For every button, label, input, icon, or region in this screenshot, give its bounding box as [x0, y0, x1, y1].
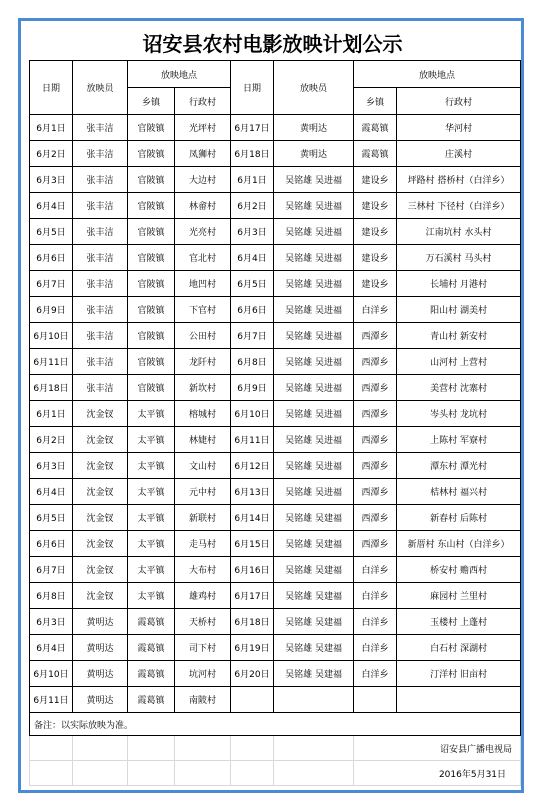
cell-village-right	[397, 687, 521, 713]
table-row	[30, 401, 521, 427]
cell-date-right: 6月16日	[231, 557, 274, 583]
cell-date-left: 6月10日	[30, 661, 73, 687]
cell-projectionist-right: 吴铭雄 吴进福	[274, 167, 354, 193]
cell-township-right: 白洋乡	[354, 297, 397, 323]
cell-village-left: 公田村	[175, 323, 231, 349]
table-row	[30, 531, 521, 557]
table-row	[30, 323, 521, 349]
table-row	[30, 427, 521, 453]
table-row	[30, 193, 521, 219]
cell-date-right: 6月9日	[231, 375, 274, 401]
cell-township-left: 霞葛镇	[128, 609, 175, 635]
cell-projectionist-right: 吴铭雄 吴进福	[274, 297, 354, 323]
cell-date-left: 6月4日	[30, 193, 73, 219]
table-row	[30, 635, 521, 661]
cell-village-left: 司下村	[175, 635, 231, 661]
cell-date-left: 6月4日	[30, 635, 73, 661]
cell-township-left: 官陂镇	[128, 375, 175, 401]
cell-projectionist-right: 吴铭雄 吴进福	[274, 453, 354, 479]
cell-village-left: 走马村	[175, 531, 231, 557]
header-projectionist-left: 放映员	[73, 61, 128, 115]
cell-village-left: 大边村	[175, 167, 231, 193]
cell-township-right: 白洋乡	[354, 661, 397, 687]
page-title: 诏安县农村电影放映计划公示	[142, 32, 403, 56]
cell-village-left: 新坎村	[175, 375, 231, 401]
cell-projectionist-left: 沈金钗	[73, 505, 128, 531]
cell-township-left: 霞葛镇	[128, 661, 175, 687]
header-village-left: 行政村	[175, 88, 231, 115]
cell-township-right: 建设乡	[354, 219, 397, 245]
cell-village-right: 潭东村 潭光村	[397, 453, 521, 479]
header-village-right: 行政村	[397, 88, 521, 115]
cell-township-right: 西潭乡	[354, 349, 397, 375]
cell-township-right: 建设乡	[354, 271, 397, 297]
empty-cell	[231, 736, 274, 761]
cell-village-right: 岑头村 龙坑村	[397, 401, 521, 427]
cell-township-left: 官陂镇	[128, 219, 175, 245]
cell-projectionist-right: 吴铭雄 吴进福	[274, 245, 354, 271]
cell-village-right: 白石村 深湖村	[397, 635, 521, 661]
schedule-table	[29, 60, 521, 786]
cell-date-right: 6月19日	[231, 635, 274, 661]
cell-township-left: 官陂镇	[128, 271, 175, 297]
cell-date-left: 6月18日	[30, 375, 73, 401]
cell-village-left: 元中村	[175, 479, 231, 505]
cell-township-right: 建设乡	[354, 245, 397, 271]
cell-village-left: 林畲村	[175, 193, 231, 219]
cell-date-right: 6月10日	[231, 401, 274, 427]
cell-projectionist-right: 吴铭雄 吴建福	[274, 661, 354, 687]
cell-projectionist-left: 张丰洁	[73, 271, 128, 297]
cell-township-left: 太平镇	[128, 531, 175, 557]
cell-village-right: 汀洋村 旧亩村	[397, 661, 521, 687]
cell-date-left: 6月7日	[30, 557, 73, 583]
cell-village-right: 三林村 下径村（白洋乡）	[397, 193, 521, 219]
cell-projectionist-left: 黄明达	[73, 609, 128, 635]
cell-village-left: 林婕村	[175, 427, 231, 453]
cell-township-right: 建设乡	[354, 167, 397, 193]
cell-township-right	[354, 687, 397, 713]
table-row	[30, 687, 521, 713]
cell-projectionist-right: 吴铭雄 吴进福	[274, 193, 354, 219]
cell-projectionist-right	[274, 687, 354, 713]
cell-projectionist-left: 张丰洁	[73, 167, 128, 193]
cell-township-right: 白洋乡	[354, 557, 397, 583]
cell-township-right: 白洋乡	[354, 583, 397, 609]
cell-village-left: 大布村	[175, 557, 231, 583]
cell-village-right: 新春村 后陈村	[397, 505, 521, 531]
cell-projectionist-left: 黄明达	[73, 661, 128, 687]
cell-township-right: 西潭乡	[354, 531, 397, 557]
cell-projectionist-left: 沈金钗	[73, 557, 128, 583]
cell-village-left: 榕城村	[175, 401, 231, 427]
table-row	[30, 245, 521, 271]
cell-village-left: 南陂村	[175, 687, 231, 713]
cell-projectionist-left: 沈金钗	[73, 479, 128, 505]
cell-village-right: 美营村 沈寨村	[397, 375, 521, 401]
cell-village-left: 龙阡村	[175, 349, 231, 375]
table-row	[30, 661, 521, 687]
cell-date-right: 6月2日	[231, 193, 274, 219]
cell-village-right: 庄溪村	[397, 141, 521, 167]
cell-projectionist-left: 张丰洁	[73, 323, 128, 349]
cell-date-left: 6月3日	[30, 453, 73, 479]
cell-township-left: 太平镇	[128, 479, 175, 505]
cell-date-right: 6月17日	[231, 115, 274, 141]
cell-township-left: 霞葛镇	[128, 635, 175, 661]
cell-projectionist-left: 张丰洁	[73, 115, 128, 141]
cell-village-right: 江南坑村 水头村	[397, 219, 521, 245]
empty-cell	[128, 736, 175, 761]
cell-township-left: 官陂镇	[128, 349, 175, 375]
cell-township-right: 西潭乡	[354, 375, 397, 401]
cell-village-left: 天桥村	[175, 609, 231, 635]
cell-date-left: 6月9日	[30, 297, 73, 323]
cell-projectionist-right: 吴铭雄 吴建福	[274, 557, 354, 583]
issue-date: 2016年5月31日	[354, 761, 521, 786]
cell-township-left: 官陂镇	[128, 115, 175, 141]
header-township-right: 乡镇	[354, 88, 397, 115]
cell-projectionist-left: 张丰洁	[73, 193, 128, 219]
table-row	[30, 583, 521, 609]
table-row	[30, 219, 521, 245]
cell-village-left: 下官村	[175, 297, 231, 323]
cell-village-right: 华河村	[397, 115, 521, 141]
cell-village-right: 阳山村 湖美村	[397, 297, 521, 323]
cell-projectionist-left: 张丰洁	[73, 349, 128, 375]
table-row	[30, 557, 521, 583]
cell-projectionist-left: 沈金钗	[73, 401, 128, 427]
cell-township-left: 太平镇	[128, 505, 175, 531]
cell-date-left: 6月4日	[30, 479, 73, 505]
note-row	[30, 713, 521, 736]
cell-date-left: 6月1日	[30, 401, 73, 427]
table-row	[30, 479, 521, 505]
cell-date-left: 6月1日	[30, 115, 73, 141]
table-row	[30, 167, 521, 193]
cell-date-right: 6月3日	[231, 219, 274, 245]
cell-township-right: 西潭乡	[354, 323, 397, 349]
cell-projectionist-right: 吴铭雄 吴建福	[274, 635, 354, 661]
cell-village-left: 雄鸡村	[175, 583, 231, 609]
note-text: 备注：以实际放映为准。	[30, 713, 521, 736]
cell-township-right: 霞葛镇	[354, 141, 397, 167]
cell-village-left: 地凹村	[175, 271, 231, 297]
cell-date-right: 6月11日	[231, 427, 274, 453]
cell-village-right: 万石溪村 马头村	[397, 245, 521, 271]
cell-village-left: 光亮村	[175, 219, 231, 245]
cell-projectionist-right: 吴铭雄 吴建福	[274, 609, 354, 635]
cell-projectionist-left: 张丰洁	[73, 219, 128, 245]
cell-projectionist-left: 沈金钗	[73, 583, 128, 609]
cell-township-right: 霞葛镇	[354, 115, 397, 141]
cell-township-left: 霞葛镇	[128, 687, 175, 713]
cell-projectionist-left: 沈金钗	[73, 427, 128, 453]
cell-township-left: 太平镇	[128, 583, 175, 609]
cell-village-left: 新联村	[175, 505, 231, 531]
cell-projectionist-left: 黄明达	[73, 635, 128, 661]
cell-township-left: 太平镇	[128, 557, 175, 583]
cell-date-right: 6月12日	[231, 453, 274, 479]
cell-village-left: 凤狮村	[175, 141, 231, 167]
cell-township-left: 太平镇	[128, 453, 175, 479]
cell-date-left: 6月7日	[30, 271, 73, 297]
table-row	[30, 453, 521, 479]
cell-date-left: 6月5日	[30, 505, 73, 531]
cell-date-left: 6月6日	[30, 245, 73, 271]
cell-village-right: 麻园村 兰里村	[397, 583, 521, 609]
cell-projectionist-right: 吴铭雄 吴进福	[274, 323, 354, 349]
cell-township-right: 建设乡	[354, 193, 397, 219]
cell-projectionist-right: 吴铭雄 吴进福	[274, 401, 354, 427]
cell-projectionist-left: 张丰洁	[73, 375, 128, 401]
cell-date-left: 6月3日	[30, 609, 73, 635]
cell-township-left: 官陂镇	[128, 141, 175, 167]
cell-date-left: 6月11日	[30, 349, 73, 375]
cell-projectionist-right: 吴铭雄 吴进福	[274, 271, 354, 297]
empty-cell	[274, 736, 354, 761]
cell-projectionist-left: 张丰洁	[73, 245, 128, 271]
cell-date-left: 6月11日	[30, 687, 73, 713]
cell-village-right: 山河村 上营村	[397, 349, 521, 375]
cell-date-right: 6月20日	[231, 661, 274, 687]
cell-township-left: 官陂镇	[128, 323, 175, 349]
cell-date-left: 6月5日	[30, 219, 73, 245]
cell-date-right: 6月14日	[231, 505, 274, 531]
cell-projectionist-left: 张丰洁	[73, 297, 128, 323]
cell-date-right: 6月13日	[231, 479, 274, 505]
cell-date-left: 6月8日	[30, 583, 73, 609]
cell-township-right: 西潭乡	[354, 453, 397, 479]
cell-date-left: 6月10日	[30, 323, 73, 349]
org-row	[30, 736, 521, 761]
cell-village-left: 光坪村	[175, 115, 231, 141]
cell-village-left: 官北村	[175, 245, 231, 271]
cell-date-right: 6月17日	[231, 583, 274, 609]
cell-village-right: 青山村 新安村	[397, 323, 521, 349]
empty-cell	[175, 761, 231, 786]
cell-date-left: 6月2日	[30, 427, 73, 453]
cell-village-left: 坑河村	[175, 661, 231, 687]
cell-township-left: 太平镇	[128, 401, 175, 427]
cell-projectionist-right: 黄明达	[274, 141, 354, 167]
cell-township-left: 太平镇	[128, 427, 175, 453]
header-township-left: 乡镇	[128, 88, 175, 115]
cell-projectionist-right: 吴铭雄 吴进福	[274, 479, 354, 505]
header-projectionist-right: 放映员	[274, 61, 354, 115]
cell-date-right: 6月18日	[231, 141, 274, 167]
cell-village-right: 坪路村 搭桥村（白洋乡）	[397, 167, 521, 193]
cell-township-left: 官陂镇	[128, 245, 175, 271]
cell-date-left: 6月6日	[30, 531, 73, 557]
cell-township-left: 官陂镇	[128, 297, 175, 323]
cell-projectionist-right: 吴铭雄 吴进福	[274, 219, 354, 245]
cell-date-right: 6月15日	[231, 531, 274, 557]
table-row	[30, 609, 521, 635]
empty-cell	[274, 761, 354, 786]
empty-cell	[30, 736, 73, 761]
table-row	[30, 375, 521, 401]
cell-date-right: 6月18日	[231, 609, 274, 635]
cell-township-left: 官陂镇	[128, 193, 175, 219]
cell-projectionist-right: 吴铭雄 吴进福	[274, 349, 354, 375]
cell-projectionist-right: 吴铭雄 吴建福	[274, 531, 354, 557]
cell-projectionist-right: 吴铭雄 吴建福	[274, 583, 354, 609]
table-row	[30, 141, 521, 167]
header-location-right: 放映地点	[354, 61, 521, 88]
cell-township-right: 西潭乡	[354, 401, 397, 427]
date-row	[30, 761, 521, 786]
cell-township-right: 西潭乡	[354, 427, 397, 453]
table-row	[30, 271, 521, 297]
cell-date-right: 6月1日	[231, 167, 274, 193]
cell-village-left: 文山村	[175, 453, 231, 479]
cell-projectionist-left: 黄明达	[73, 687, 128, 713]
table-row	[30, 505, 521, 531]
cell-township-right: 白洋乡	[354, 609, 397, 635]
cell-projectionist-left: 张丰洁	[73, 141, 128, 167]
cell-township-right: 西潭乡	[354, 479, 397, 505]
cell-village-right: 新厝村 东山村（白洋乡）	[397, 531, 521, 557]
cell-village-right: 桔林村 福兴村	[397, 479, 521, 505]
empty-cell	[231, 761, 274, 786]
cell-projectionist-right: 吴铭雄 吴进福	[274, 427, 354, 453]
empty-cell	[128, 761, 175, 786]
cell-date-right: 6月5日	[231, 271, 274, 297]
cell-township-right: 白洋乡	[354, 635, 397, 661]
cell-date-left: 6月2日	[30, 141, 73, 167]
cell-date-right	[231, 687, 274, 713]
cell-village-right: 长埔村 月港村	[397, 271, 521, 297]
cell-projectionist-left: 沈金钗	[73, 531, 128, 557]
cell-township-right: 西潭乡	[354, 505, 397, 531]
cell-date-right: 6月7日	[231, 323, 274, 349]
org-name: 诏安县广播电视局	[354, 736, 521, 761]
header-row	[30, 61, 521, 88]
empty-cell	[73, 761, 128, 786]
cell-date-right: 6月6日	[231, 297, 274, 323]
cell-township-left: 官陂镇	[128, 167, 175, 193]
cell-projectionist-right: 吴铭雄 吴进福	[274, 375, 354, 401]
cell-projectionist-left: 沈金钗	[73, 453, 128, 479]
header-date-left: 日期	[30, 61, 73, 115]
empty-cell	[73, 736, 128, 761]
cell-date-right: 6月4日	[231, 245, 274, 271]
cell-date-left: 6月3日	[30, 167, 73, 193]
cell-date-right: 6月8日	[231, 349, 274, 375]
cell-village-right: 玉楼村 上蓬村	[397, 609, 521, 635]
empty-cell	[30, 761, 73, 786]
empty-cell	[175, 736, 231, 761]
table-row	[30, 115, 521, 141]
table-row	[30, 349, 521, 375]
cell-village-right: 桥安村 赡西村	[397, 557, 521, 583]
cell-village-right: 上陈村 军寮村	[397, 427, 521, 453]
table-row	[30, 297, 521, 323]
cell-projectionist-right: 吴铭雄 吴建福	[274, 505, 354, 531]
cell-projectionist-right: 黄明达	[274, 115, 354, 141]
header-location-left: 放映地点	[128, 61, 231, 88]
header-date-right: 日期	[231, 61, 274, 115]
